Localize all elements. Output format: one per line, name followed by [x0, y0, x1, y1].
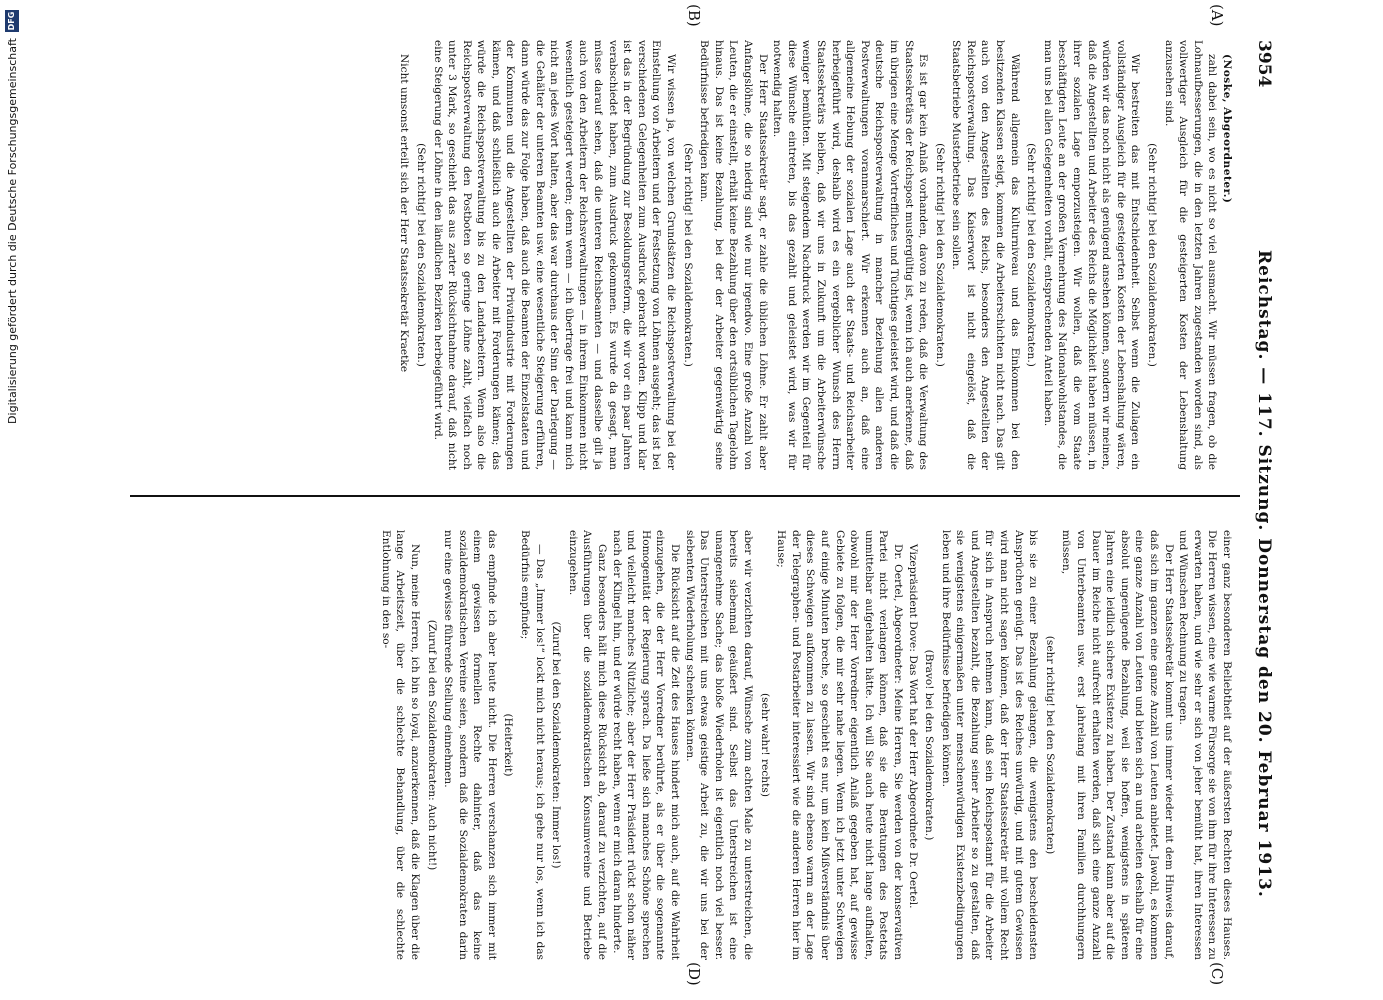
paragraph — [774, 530, 905, 960]
interjection — [922, 530, 937, 960]
margin-marker-d: (D) — [685, 962, 703, 986]
paragraph — [1161, 40, 1219, 470]
paragraph — [1040, 40, 1142, 470]
interjection — [501, 530, 516, 960]
paragraph-text: (Sehr richtig! bei den Sozialdemokraten.) — [933, 143, 946, 367]
paragraph-text: Während allgemein das Kulturniveau und das Einkommen bei den besitzenden Klassen steigt, kommen die Arbeiterschichten nicht nach. Das gilt auch von den Angestellten des Reichs, besonders den Angestellten der Reichspostverwaltung. Das Kaiserwort ist nicht eingelöst, daß die Staatsbetriebe Musterbetriebe sein sollen. — [950, 40, 1021, 470]
paragraph — [378, 530, 422, 960]
paragraph-text: (Sehr richtig! bei den Sozialdemokraten.) — [681, 143, 694, 367]
paragraph-text: Dr. Oertel, Abgeordneter: Meine Herren, Sie werden von der konservativen Partei nicht verlangen können, daß sie die Beratungen des Postetats unmittelbar aufgehalten hätte. Ich will Sie auch heute nicht lange aufhalten, obwohl mir der Herr Vorredner eigentlich Anlaß gegeben hat, auf gewisse Gebiete zu folgen, die mir sehr nahe liegen. Wenn ich jetzt unter Schweigen auf einige Minuten breche, so geschieht es nur, um kein Mißverständnis über dieses Schweigen aufkommen zu lassen. Wir sind ebenso warm an der Lage der Telegraphen- und Postarbeiter interessiert wie die anderen Herren hier im Hause; — [775, 530, 904, 960]
paragraph-text: (Sehr richtig! bei den Sozialdemokraten.) — [1025, 143, 1038, 367]
paragraph-text: das empfinde ich aber heute nicht. Die Herren verschanzen sich immer mit einem gewissen formellen Rechte dahinter, daß das keine sozialdemokratischen Vereine seien, sondern daß die Sozialdemokraten darin nur eine gewisse führende Stellung einnehmen. — [442, 530, 498, 960]
paragraph-text: (Sehr richtig! bei den Sozialdemokraten.) — [414, 143, 427, 367]
paragraph-text: aber wir verzichten darauf, Wünsche zum achten Male zu unterstreichen, die bereits siebenmal geäußert sind. Selbst das Unterstreichen ist eine unangenehme Sache; das bloße Wiederholen ist eigentlich noch viel besser. Das Unterstreichen mit uns etwas geistige Arbeit zu, die wir uns bei der siebenten Wiederholung schenken können. — [683, 530, 754, 960]
dfg-logo-icon: DFG — [5, 10, 19, 32]
newspaper-page — [90, 0, 1330, 1000]
paragraph — [1219, 40, 1234, 470]
paragraph-text: (Sehr richtig! bei den Sozialdemokraten.) — [1146, 143, 1159, 367]
paragraph-text: (Zuruf bei den Sozialdemokraten: Auch nicht!) — [425, 619, 438, 871]
paragraph — [1176, 530, 1234, 960]
paragraph-text: — Das „Immer los!“ lockt mich nicht heraus; ich gehe nur los, wenn ich das Bedürfnis empfinde; — [519, 530, 546, 960]
page-header — [1246, 40, 1278, 960]
interjection — [1024, 40, 1039, 470]
paragraph-text: Der Herr Staatssekretär sagt, er zahle die üblichen Löhne. Er zahlt aber Anfangslöhne, die so niedrig sind wie nur irgendwo. Eine große Anzahl von Leuten, die er einstellt, erhält keine Bezahlung über den ortsüblichen Tagelohn hinaus. Das ist keine Bezahlung, bei der der Arbeiter gegenwärtig seine Bedürfnisse befriedigen kann. — [698, 40, 769, 470]
page-title: Reichstag. — 117. Sitzung. Donnerstag den 20. Februar 1913. — [1254, 250, 1274, 898]
paragraph — [518, 530, 547, 960]
interjection — [413, 40, 428, 470]
margin-marker-b: (B) — [685, 4, 703, 27]
paragraph — [1059, 530, 1176, 960]
interjection — [424, 530, 439, 960]
paragraph-text: Nun, meine Herren, ich bin so loyal, anzuerkennen, daß die Klagen über die lange Arbeitszeit, über die schlechte Behandlung, über die schlechte Entlohnung in den so- — [379, 530, 421, 960]
paragraph-text: bis sie zu einer Bezahlung gelangen, die wenigstens den bescheidensten Ansprüchen genügt. Das ist des Reiches unwürdig, und mit gutem Gewissen wird man nicht sagen können, daß der Herr Staatssekretär mit vollem Recht für sich in Anspruch nehmen kann, daß sein Reichspostamt für die Arbeiter und Angestellten bezahlt, die Bezahlung seiner Arbeiter so zu gestalten, daß sie wenigstens einigermaßen unter menschenwürdigen Existenzbedingungen leben und ihre Bedürfnisse befriedigen können. — [939, 530, 1040, 960]
margin-marker-c: (C) — [1208, 962, 1226, 986]
interjection — [1042, 530, 1057, 960]
paragraph — [697, 40, 770, 470]
paragraph-text: (Bravo! bei den Sozialdemokraten.) — [923, 649, 936, 841]
paragraph — [565, 530, 609, 960]
paragraph — [609, 530, 682, 960]
digitization-credit — [0, 0, 30, 1000]
paragraph — [770, 40, 931, 470]
paragraph-text: (Heiterkeit) — [502, 713, 515, 777]
paragraph-text: (sehr richtig! bei den Sozialdemokraten) — [1043, 635, 1056, 855]
paragraph-text: Der Herr Staatssekretär kommt uns immer wieder mit dem Hinweis darauf, daß sich im ganzen eine ganze Anzahl von Leuten anbietet. Jawohl, es kommen eine ganze Anzahl von Leuten und bieten sich an und arbeiten deshalb für eine absolut ungenügende Bezahlung, weil sie hoffen, wenigstens in späteren Jahren eine leidlich sichere Existenz zu haben. Der Zustand kann aber auf die Dauer im Reiche nicht aufrecht erhalten werden, daß sich eine ganze Anzahl von Unterbeamten usw. erst jahrelang mit ihren Familien durchhungern müssen, — [1060, 530, 1175, 960]
paragraph — [397, 40, 412, 470]
column-divider — [130, 495, 1240, 497]
paragraph — [682, 530, 755, 960]
paragraph-text: (Zuruf bei den Sozialdemokraten: Immer los!) — [550, 621, 563, 869]
margin-marker-a: (A) — [1208, 4, 1226, 27]
paragraph — [949, 40, 1022, 470]
paragraph-text: Die Rücksicht auf die Zeit des Hauses hindert mich auch, auf die Wahrheit einzugehen, die der Herr Vorredner berührte, als er über die sogenannte Homogenität der Regierung sprach. Da ließe sich manches Schöne sprechen und vielleicht manches Nützliche; aber der Herr Präsident rückt schon näher nach der Klingel hin, und er würde recht haben, wenn er mich daran hinderte. — [610, 530, 682, 960]
paragraph-text: einer ganz besonderen Beliebtheit auf der äußersten Rechten dieses Hauses. Die Herren wissen, eine wie warme Fürsorge sie von ihm für ihre Interessen zu erwarten haben, und wie sehr er sich von jeher bemüht hat, ihren Interessen und Wünschen Rechnung zu tragen. — [1177, 530, 1233, 960]
paragraph-text: Ganz besonders hält mich diese Rücksicht ab, darauf zu verzichten, auf die Ausführungen über die sozialdemokratischen Konsumvereine und Betriebe einzugehen. — [566, 530, 609, 960]
interjection — [680, 40, 695, 470]
paragraph — [441, 530, 499, 960]
paragraph — [430, 40, 678, 470]
interjection — [932, 40, 947, 470]
paragraph-text: Es ist gar kein Anlaß vorhanden, davon zu reden, daß die Verwaltung des Staatssekretärs der Reichspost mustergültig ist, wenn ich auch anerkenne, daß im übrigen eine Menge Vortreffliches und Tüchtiges geleistet wird, und daß die deutsche Reichspostverwaltung in mancher Beziehung allen anderen Postverwaltungen voranmarschiert. Wir erkennen auch an, daß eine allgemeine Hebung der sozialen Lage auch der Staats- und Reichsarbeiter herbeigeführt wird, deshalb wird es ein vergeblicher Wunsch des Herrn Staatssekretärs bleiben, daß wir uns in Zukunft um die Arbeiterwünsche weniger bemühten. Mit steigendem Nachdruck werden wir im Gegenteil für diese Wünsche eintreten, bis das gezahlt und geleistet wird, was wir für notwendig halten. — [771, 40, 930, 470]
paragraph-text: Wir wissen ja, von welchen Grundsätzen die Reichspostverwaltung bei der Einstellung von Arbeitern und der Festsetzung von Löhnen ausgeht; das ist bei verschiedenen Gelegenheiten zum Ausdruck gebracht worden. Klipp und klar ist das in der Begründung zur Besoldungsreform, die wir vor ein paar Jahren verabschiedet haben, zum Ausdruck gekommen. Es wurde da gesagt, man müsse darauf sehen, daß die unteren Reichsbeamten — und dasselbe gilt ja auch von den Arbeitern der Reichsverwaltungen — in ihrem Einkommen nicht wesentlich gesteigert werden; denn wenn — ich übertrage frei und kann mich nicht an jedes Wort halten, aber das war durchaus der Sinn der Darlegung — die Gehälter der unteren Beamten usw. eine wesentliche Steigerung erführen, dann würde das zur Folge haben, daß auch die Beamten der Einzelstaaten und der Kommunen und die Angestellten der Privatindustrie mit Forderungen kämen, und daß schließlich auch die Arbeiter mit Forderungen kämen; das würde die Reichspostverwaltung bis zu den Landarbeitern. Wenn also die Reichspostverwaltung den Postboten so geringe Löhne zahlt, vielfach noch unter 3 Mark, so geschieht das aus zarter Rücksichtnahme darauf, daß nicht eine Steigerung der Löhne in den ländlichen Bezirken herbeigeführt wird. — [431, 40, 678, 470]
paragraph-text: Vizepräsident Dove: Das Wort hat der Herr Abgeordnete Dr. Oertel. — [906, 544, 919, 909]
interjection — [549, 530, 564, 960]
paragraph-text: (sehr wahr! rechts) — [758, 693, 771, 797]
paragraph — [905, 530, 920, 960]
paragraph-text: zahl dabei sein, wo es nicht so viel ausmacht. Wir müssen fragen, ob die Lohnaufbesserungen, die in den letzten Jahren zugestanden worden sind, als vollwertiger Ausgleich für die gesteigerten Kosten der Lebenshaltung anzusehen sind. — [1162, 40, 1219, 470]
credit-text: Digitalisierung gefördert durch die Deutsche Forschungsgemeinschaft — [5, 38, 19, 424]
left-text-column — [154, 40, 1234, 470]
speaker-name: (Noske, Abgeordneter.) — [1221, 54, 1233, 204]
interjection — [1144, 40, 1159, 470]
paragraph-text: Wir bestreiten das mit Entschiedenheit. Selbst wenn die Zulagen ein vollständiger Ausgleich für die gesteigerten Kosten der Lebenshaltung wären, würden wir das noch nicht als genügend ansehen können, sondern wir meinen, daß die Angestellten und Arbeiter des Reichs die Möglichkeit haben müssen, in ihrer sozialen Lage emporzusteigen. Wir wollen, daß die vom Staate beschäftigten Leute an der großen Vermehrung des Nationalwohlstandes, die man uns bei allen Gelegenheiten vorhält, entsprechenden Anteil haben. — [1041, 40, 1142, 470]
page-number: 3954 — [1254, 40, 1274, 88]
paragraph-text: Nicht umsonst erteilt sich der Herr Staatssekretär Kraetke — [398, 54, 411, 373]
interjection — [757, 530, 772, 960]
paragraph — [938, 530, 1040, 960]
right-text-column — [154, 530, 1234, 960]
